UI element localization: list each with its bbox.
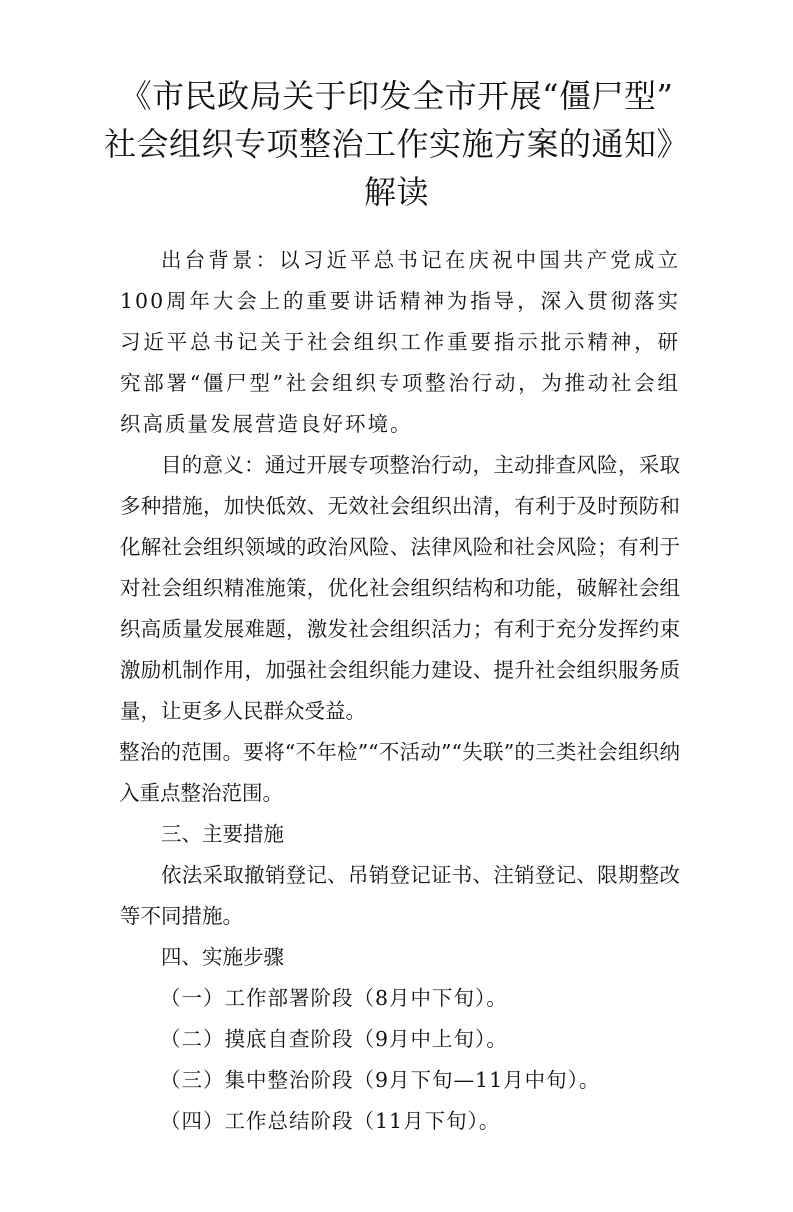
scope-paragraph: 整治的范围。要将“不年检”“不活动”“失联”的三类社会组织纳入重点整治范围。 — [119, 740, 680, 805]
title-line-1: 《市民政局关于印发全市开展“僵尸型” — [119, 77, 674, 115]
step-item-1: （一）工作部署阶段（8月中下旬）。 — [160, 986, 508, 1010]
document-body — [120, 240, 680, 1142]
step-item-4: （四）工作总结阶段（11月下旬）。 — [160, 1109, 501, 1133]
title-line-2: 社会组织专项整治工作实施方案的通知》 — [103, 125, 689, 163]
document-title — [40, 72, 753, 216]
step-item-3: （三）集中整治阶段（9月下旬—11月中旬）。 — [160, 1068, 601, 1092]
measures-paragraph: 依法采取撤销登记、吊销登记证书、注销登记、限期整改等不同措施。 — [120, 863, 680, 928]
steps-heading: 四、实施步骤 — [161, 945, 284, 969]
step-item-2: （二）摸底自查阶段（9月中上旬）。 — [160, 1027, 508, 1051]
title-line-3: 解读 — [363, 173, 429, 211]
measures-heading: 三、主要措施 — [161, 822, 284, 846]
background-paragraph: 出台背景：以习近平总书记在庆祝中国共产党成立100周年大会上的重要讲话精神为指导，深入贯彻落实习近平总书记关于社会组织工作重要指示批示精神，研究部署“僵尸型”社会组织专项整治行动，为推动社会组织高质量发展营造良好环境。 — [120, 248, 680, 436]
significance-paragraph: 目的意义：通过开展专项整治行动，主动排查风险，采取多种措施，加快低效、无效社会组织出清，有利于及时预防和化解社会组织领域的政治风险、法律风险和社会风险；有利于对社会组织精准施策，优化社会组织结构和功能，破解社会组织高质量发展难题，激发社会组织活力；有利于充分发挥约束激励机制作用，加强社会组织能力建设、提升社会组织服务质量，让更多人民群众受益。 — [120, 453, 680, 723]
